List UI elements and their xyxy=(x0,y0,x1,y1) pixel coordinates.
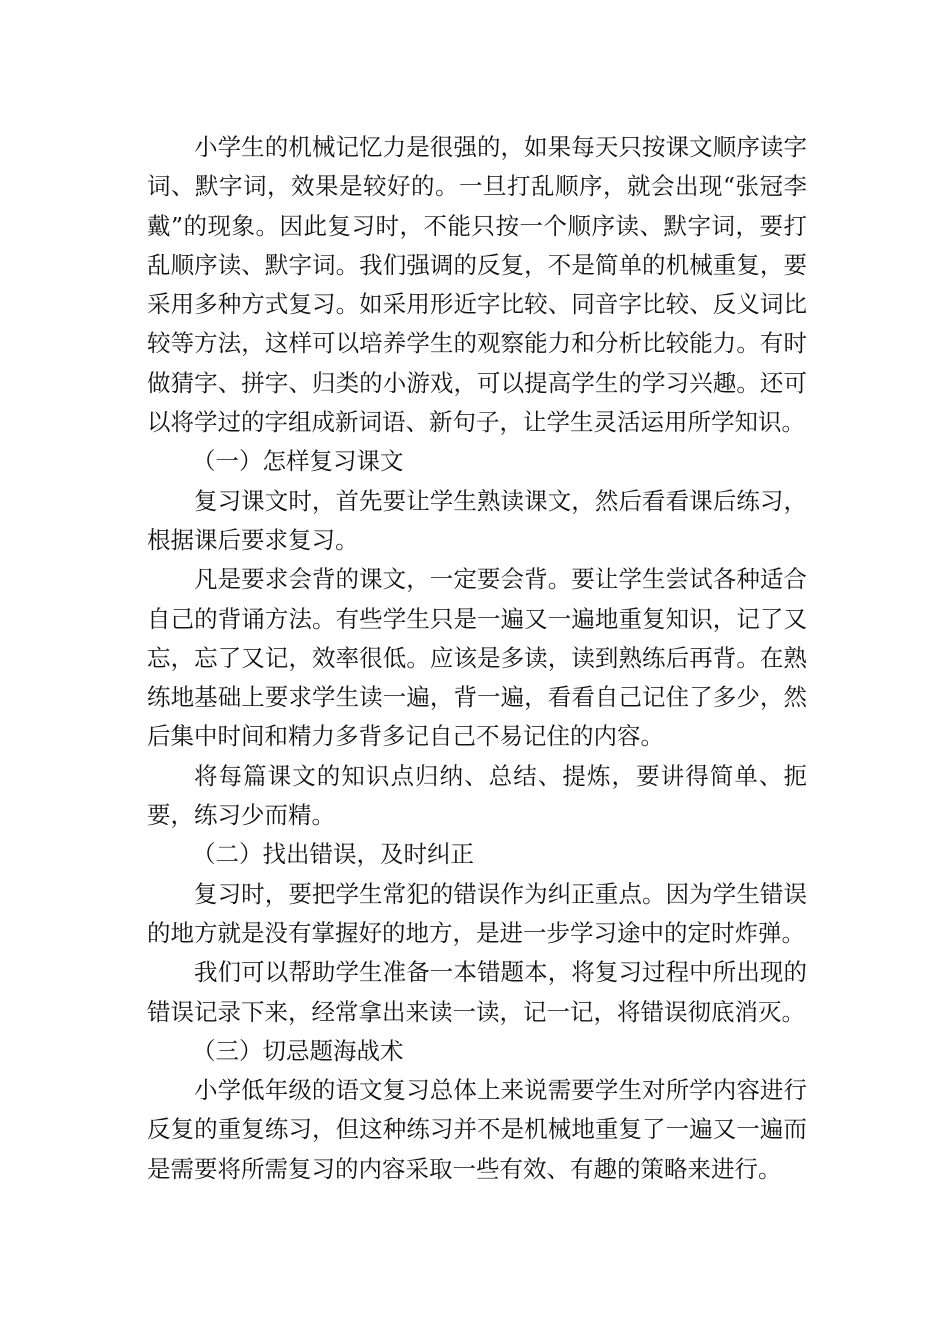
document-body xyxy=(147,128,807,1189)
paragraph-read-texts: 复习课文时，首先要让学生熟读课文，然后看看课后练习，根据课后要求复习。 xyxy=(147,486,807,554)
paragraph-recitation: 凡是要求会背的课文，一定要会背。要让学生尝试各种适合自己的背诵方法。有些学生只是一遍又一遍地重复知识，记了又忘，忘了又记，效率很低。应该是多读，读到熟练后再背。在熟练地基础上要求学生读一遍，背一遍，看看自己记住了多少，然后集中时间和精力多背多记自己不易记住的内容。 xyxy=(147,565,807,751)
paragraph-error-notebook: 我们可以帮助学生准备一本错题本，将复习过程中所出现的错误记录下来，经常拿出来读一读，记一记，将错误彻底消灭。 xyxy=(147,958,807,1026)
section-heading-review-texts: （一）怎样复习课文 xyxy=(192,447,404,476)
paragraph-knowledge-points: 将每篇课文的知识点归纳、总结、提炼，要讲得简单、扼要，练习少而精。 xyxy=(147,761,807,830)
section-heading-avoid-drills: （三）切忌题海战术 xyxy=(192,1036,404,1065)
paragraph-common-errors: 复习时，要把学生常犯的错误作为纠正重点。因为学生错误的地方就是没有掌握好的地方，是进一步学习途中的定时炸弹。 xyxy=(147,879,807,947)
paragraph-review-words: 小学生的机械记忆力是很强的，如果每天只按课文顺序读字词、默字词，效果是较好的。一旦打乱顺序，就会出现“张冠李戴”的现象。因此复习时，不能只按一个顺序读、默字词，要打乱顺序读、默字词。我们强调的反复，不是简单的机械重复，要采用多种方式复习。如采用形近字比较、同音字比较、反义词比较等方法，这样可以培养学生的观察能力和分析比较能力。有时做猜字、拼字、归类的小游戏，可以提高学生的学习兴趣。还可以将学过的字组成新词语、新句子，让学生灵活运用所学知识。 xyxy=(147,133,807,437)
section-heading-correct-errors: （二）找出错误，及时纠正 xyxy=(192,840,474,869)
paragraph-effective-strategies: 小学低年级的语文复习总体上来说需要学生对所学内容进行反复的重复练习，但这种练习并不是机械地重复了一遍又一遍而是需要将所需复习的内容采取一些有效、有趣的策略来进行。 xyxy=(147,1076,807,1183)
